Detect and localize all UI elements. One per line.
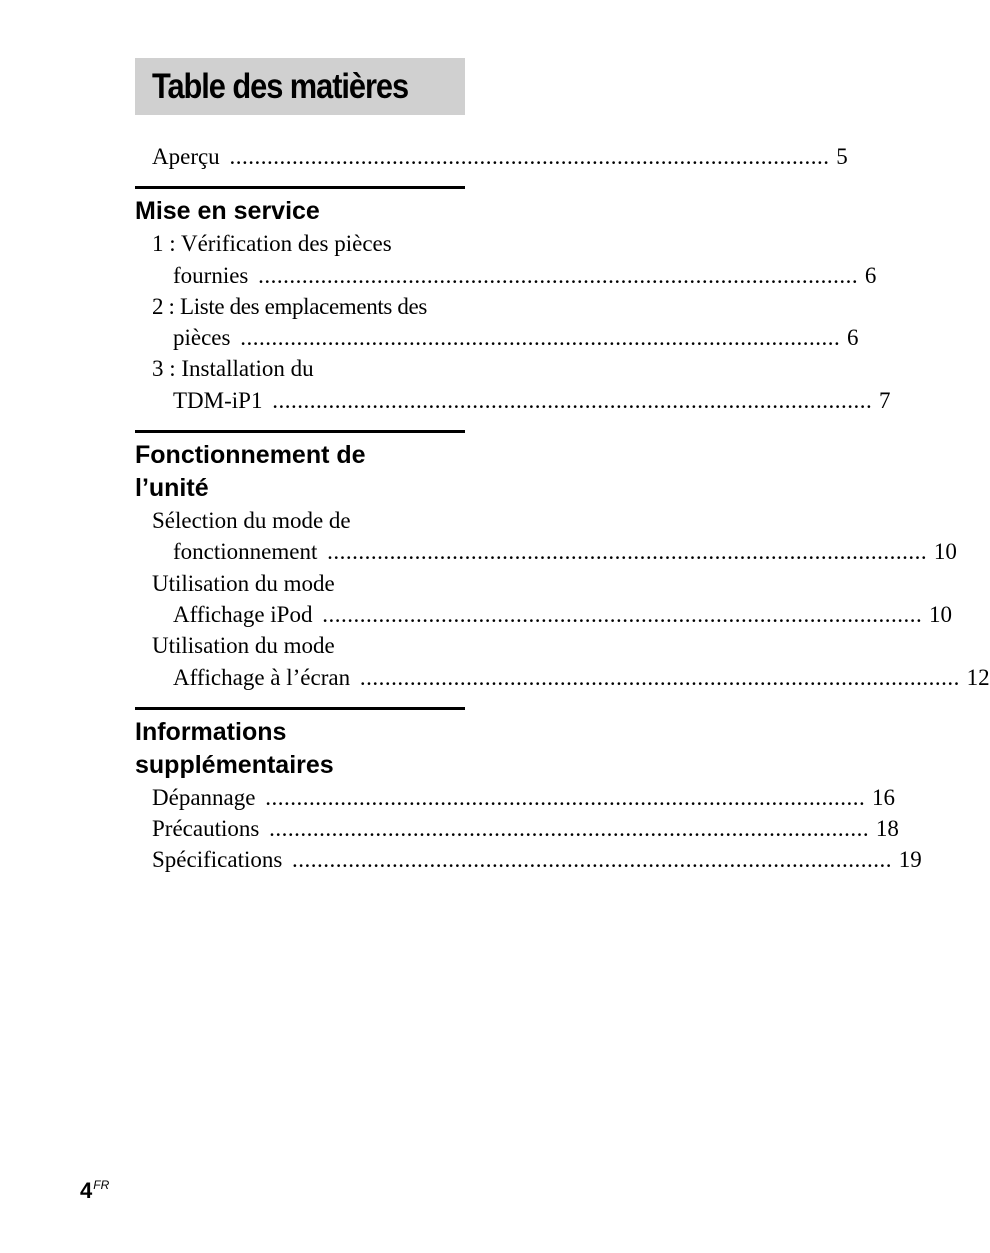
page-title: Table des matières	[152, 66, 409, 106]
dot-leader	[327, 539, 927, 564]
dot-leader	[258, 263, 858, 288]
toc-entry-apercu[interactable]	[135, 141, 848, 172]
entry-label: Aperçu	[152, 144, 220, 169]
dot-leader	[265, 785, 865, 810]
entry-page: 16	[871, 784, 895, 810]
entry-page: 6	[864, 262, 877, 288]
section-heading: Fonctionnement de l’unité	[135, 441, 366, 503]
entry-page: 5	[836, 144, 848, 169]
toc-title-box	[135, 58, 465, 115]
toc-entry-depannage[interactable]: Dépannage ..... 16	[135, 782, 465, 813]
toc-entry-affichage-ecran[interactable]: Utilisation du mode Affichage à l’écran ..... 12	[135, 630, 465, 693]
toc-entry-installation[interactable]: 3 : Installation du TDM-iP1 ..... 7	[135, 353, 465, 416]
entry-page: 7	[878, 387, 891, 413]
entry-page: 10	[928, 601, 952, 627]
section-mise-en-service	[135, 186, 891, 416]
dot-leader	[229, 144, 829, 169]
section-fonctionnement	[135, 430, 990, 693]
toc-entry-selection-mode[interactable]: Sélection du mode de fonctionnement ..... 10	[135, 505, 465, 568]
dot-leader	[322, 602, 922, 627]
dot-leader	[272, 388, 872, 413]
language-code: FR	[93, 1178, 110, 1192]
toc-entry-verification[interactable]: 1 : Vérification des pièces fournies ..... 6	[135, 228, 465, 291]
dot-leader	[292, 847, 892, 872]
toc-entry-specifications[interactable]: Spécifications ..... 19	[135, 844, 465, 875]
entry-page: 6	[846, 325, 859, 351]
entry-page: 18	[875, 816, 899, 842]
table-of-contents	[135, 58, 990, 876]
dot-leader	[360, 665, 960, 690]
section-heading: Informations supplémentaires	[135, 717, 334, 779]
intro-entries	[135, 141, 848, 172]
entry-page: 19	[898, 847, 922, 873]
page-number: $4^{FR}$	[80, 1178, 110, 1203]
toc-entry-liste-emplacements[interactable]: 2 : Liste des emplacements des pièces ..... 6	[135, 291, 465, 354]
toc-entry-affichage-ipod[interactable]: Utilisation du mode Affichage iPod ..... 10	[135, 568, 465, 631]
entry-page: 10	[933, 539, 957, 565]
section-heading: Mise en service	[135, 197, 320, 226]
dot-leader	[240, 325, 840, 350]
section-informations	[135, 707, 922, 876]
entry-page: 12	[966, 664, 990, 690]
toc-entry-precautions[interactable]: Précautions ..... 18	[135, 813, 465, 844]
dot-leader	[269, 816, 869, 841]
